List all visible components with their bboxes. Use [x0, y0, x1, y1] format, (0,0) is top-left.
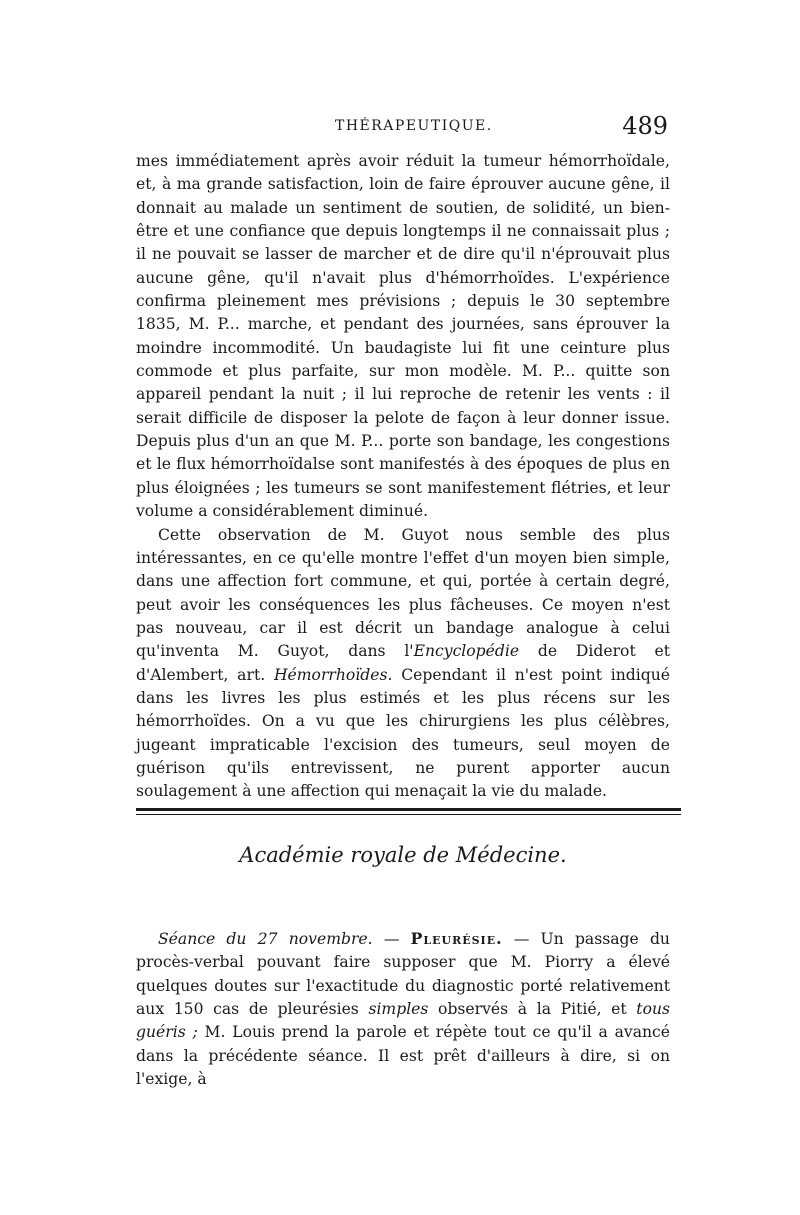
text-run: M. Louis prend la parole et répète tout ce qu'il a avancé dans la précédente séance. Il est prêt d'ailleurs à dire, si on l'exige, à: [136, 1023, 670, 1089]
body-text: [136, 150, 670, 804]
section-divider: [136, 808, 681, 815]
italic-run: tous guéris ;: [136, 1000, 670, 1042]
text-run: observés à la Pitié, et: [428, 1000, 637, 1019]
italic-run: Encyclopédie: [413, 642, 520, 661]
paragraph-continuation: mes immédiatement après avoir réduit la tumeur hémorrhoïdale, et, à ma grande satisfaction, loin de faire éprouver aucune gêne, il donnait au malade un sentiment de soutien, de solidité, un bien-être et une confiance que depuis longtemps il ne connaissait plus ; il ne pouvait se lasser de marcher et de dire qu'il n'éprouvait plus aucune gêne, qu'il n'avait plus d'hémorrhoïdes. L'expérience confirma pleinement mes prévisions ; depuis le 30 septembre 1835, M. P... marche, et pendant des journées, sans éprouver la moindre incommodité. Un baudagiste lui fit une ceinture plus commode et plus parfaite, sur mon modèle. M. P... quitte son appareil pendant la nuit ; il lui reproche de retenir les vents : il serait difficile de disposer la pelote de façon à leur donner issue. Depuis plus d'un an que M. P... porte son bandage, les congestions et le flux hémorrhoïdalse sont manifestés à des époques de plus en plus éloignées ; les tumeurs se sont manifestement flétries, et leur volume a considérablement diminué.: [136, 152, 670, 521]
session-report: [136, 927, 670, 1091]
italic-run: simples: [368, 1000, 429, 1019]
session-date: Séance du 27 novembre.: [158, 930, 373, 948]
text-run: de Diderot et d'Alembert, art.: [136, 642, 670, 684]
text-run: —: [372, 930, 411, 948]
paragraph-commentary: [136, 524, 670, 804]
text-run: — Un passage du procès-verbal pouvant faire supposer que M. Piorry a élevé quelques doutes sur l'exactitude du diagnostic porté relativement aux 150 cas de pleurésies: [136, 930, 670, 1019]
text-run: . Cependant il n'est point indiqué dans les livres les plus estimés et les plus récens sur les hémorrhoïdes. On a vu que les chirurgiens les plus célèbres, jugeant impraticable l'excision des tumeurs, seul moyen de guérison qu'ils entrevissent, ne purent apporter aucun soulagement à une affection qui menaçait la vie du malade.: [136, 665, 671, 801]
page-number: 489: [622, 112, 668, 140]
text-run: Cette observation de M. Guyot nous semble des plus intéressantes, en ce qu'elle montre l'effet d'un moyen bien simple, dans une affection fort commune, et qui, portée à certain degré, peut avoir les conséquences les plus fâcheuses. Ce moyen n'est pas nouveau, car il est décrit un bandage analogue à celui qu'inventa M. Guyot, dans l': [136, 525, 670, 661]
divider-thick-rule: [136, 808, 681, 811]
session-topic: Pleurésie.: [410, 929, 503, 948]
session-paragraph: [136, 927, 670, 1091]
italic-run: Hémorrhoïdes: [273, 665, 388, 684]
divider-thin-rule: [136, 814, 681, 815]
section-title: Académie royale de Médecine.: [239, 843, 567, 867]
running-title: THÉRAPEUTIQUE.: [335, 118, 493, 134]
running-head: [140, 112, 670, 142]
